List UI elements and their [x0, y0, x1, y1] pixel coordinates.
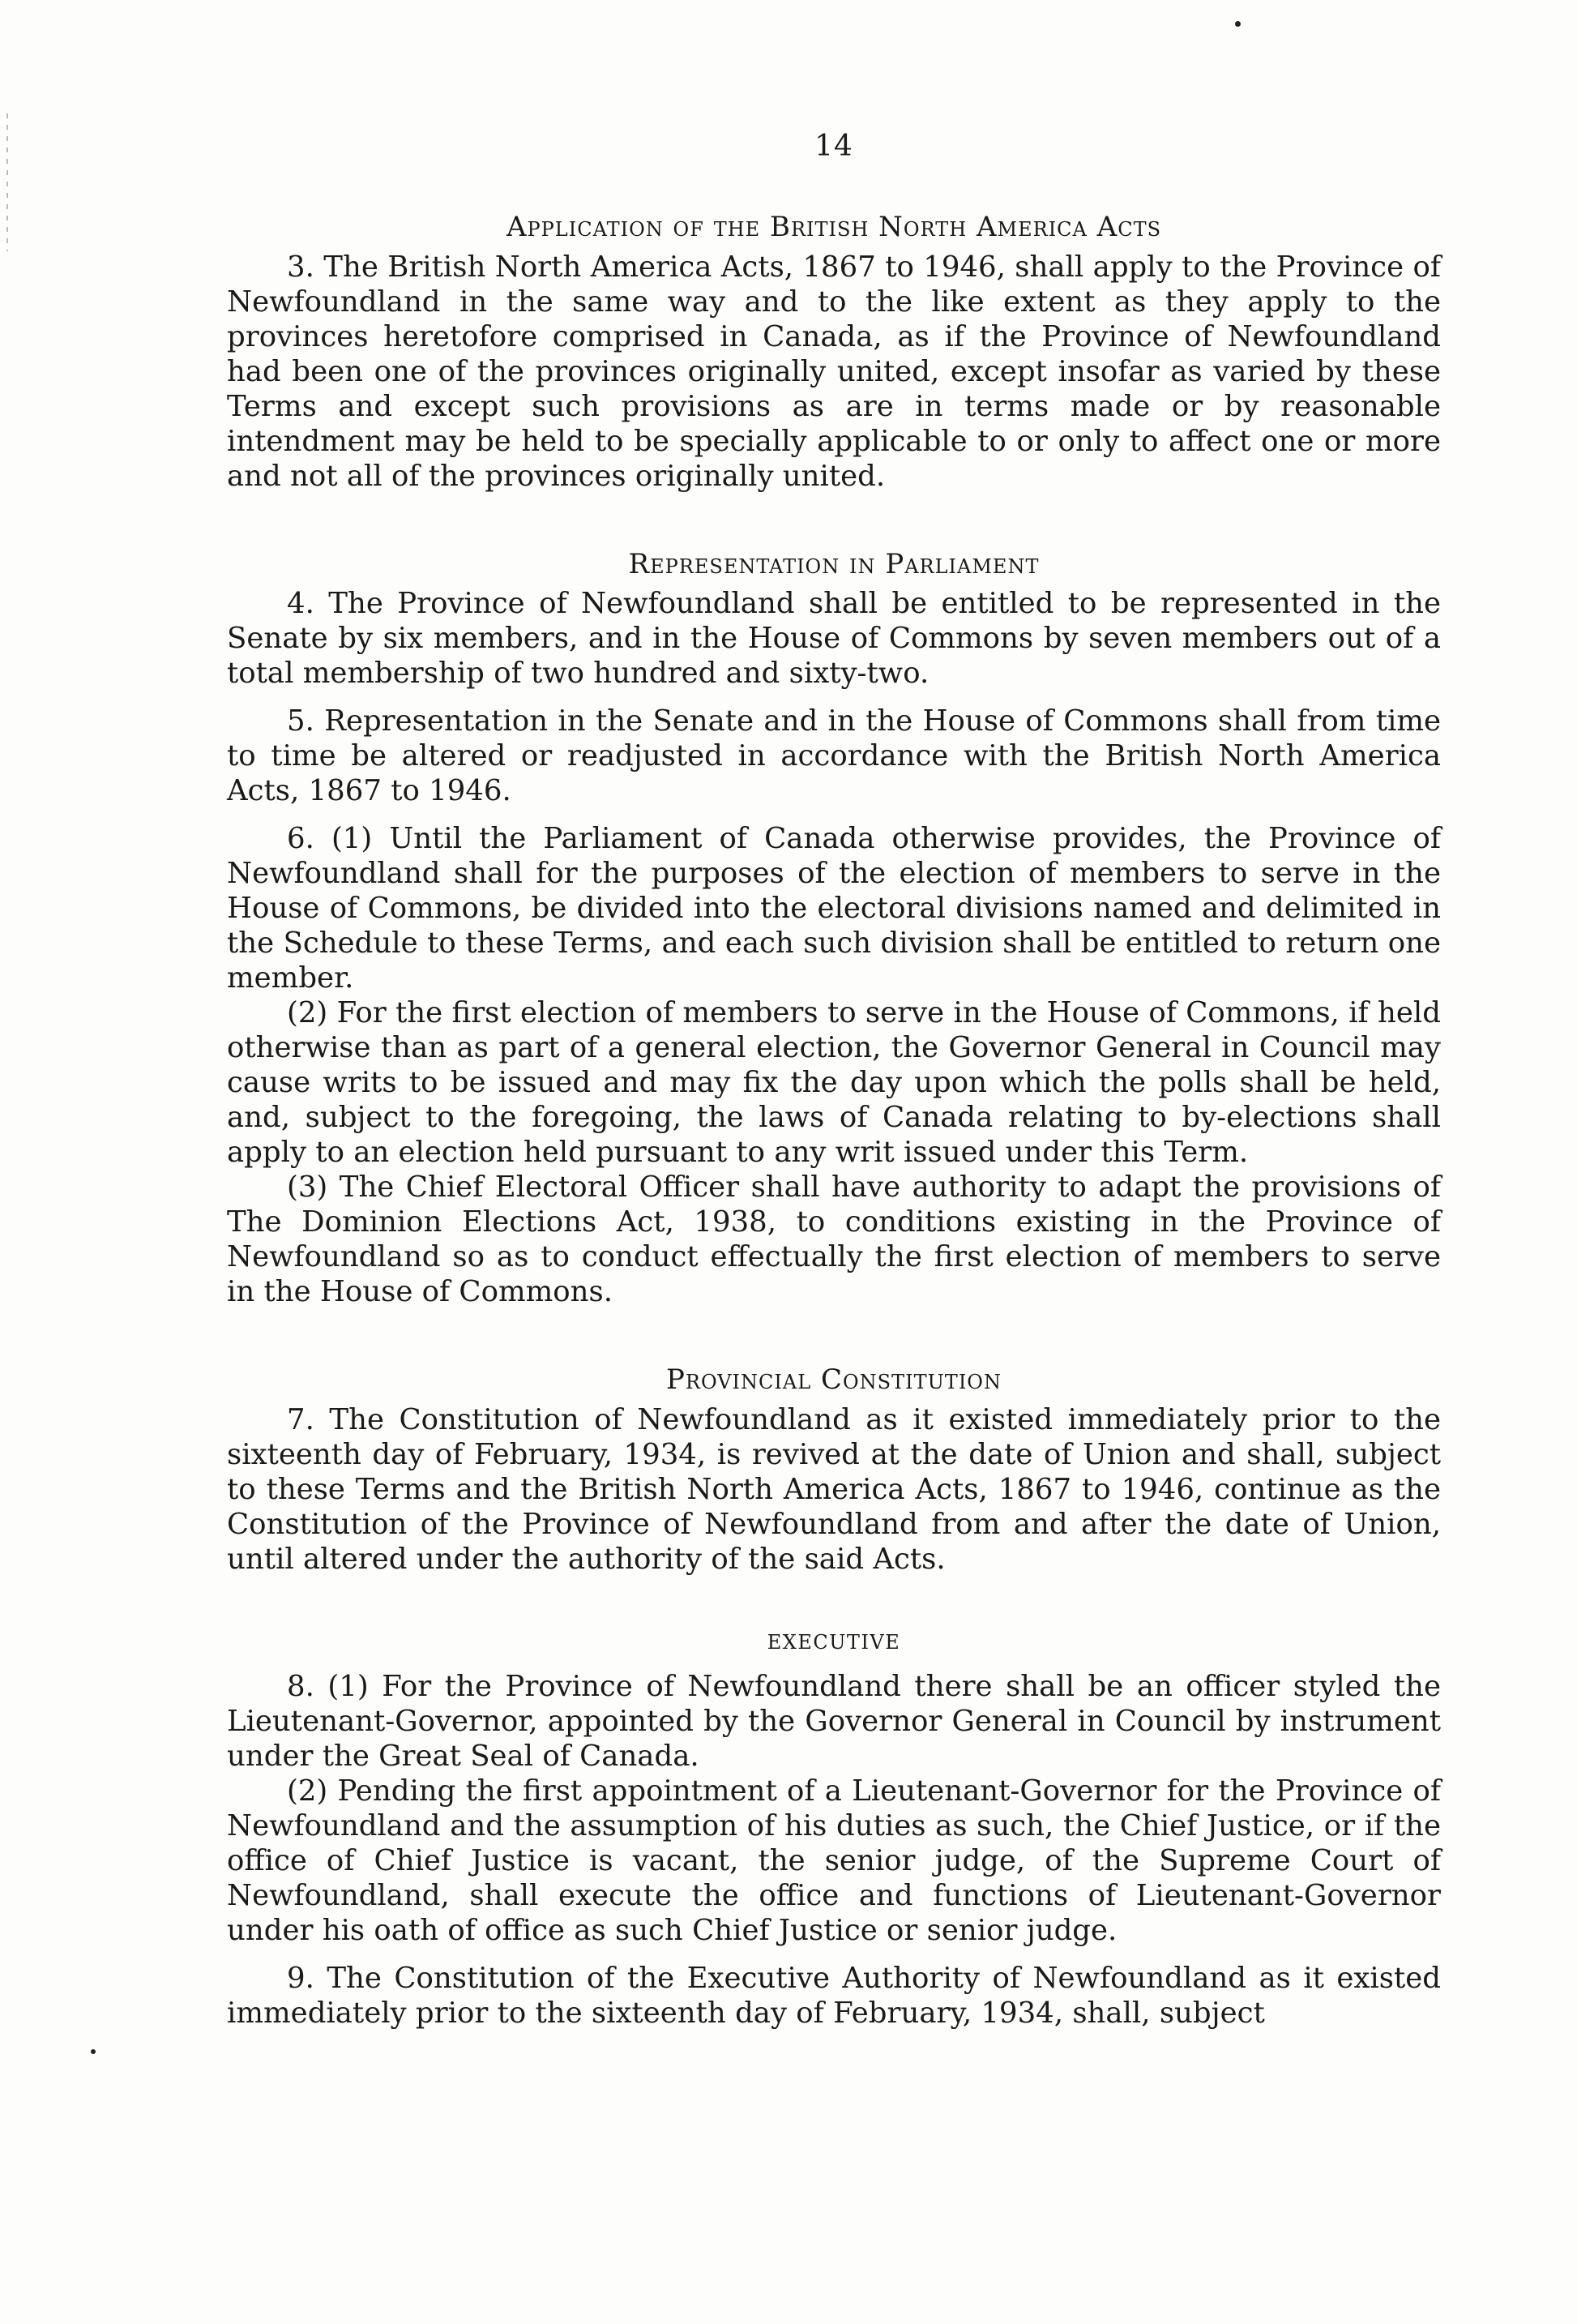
- paragraph-8-1: 8. (1) For the Province of Newfoundland there shall be an officer styled the Lieutenant-Governor, appointed by the Governor General in Council by instrument under the Great Seal of Canada.: [227, 1669, 1441, 1773]
- page-content: [227, 130, 1441, 2031]
- paragraph-6-2: (2) For the first election of members to serve in the House of Commons, if held otherwise than as part of a general election, the Governor General in Council may cause writs to be issued and may fix the day upon which the polls shall be held, and, subject to the foregoing, the laws of Canada relating to by-elections shall apply to an election held pursuant to any writ issued under this Term.: [227, 996, 1441, 1169]
- scan-edge-mark: [6, 113, 8, 251]
- scan-speck: [1235, 21, 1241, 27]
- paragraph-8-2: (2) Pending the first appointment of a Lieutenant-Governor for the Province of Newfoundland and the assumption of his duties as such, the Chief Justice, or if the office of Chief Justice is vacant, the senior judge, of the Supreme Court of Newfoundland, shall execute the office and functions of Lieutenant-Governor under his oath of office as such Chief Justice or senior judge.: [227, 1774, 1441, 1947]
- paragraph-3: 3. The British North America Acts, 1867 to 1946, shall apply to the Province of Newfoundland in the same way and to the like extent as they apply to the provinces heretofore comprised in Canada, as if the Province of Newfoundland had been one of the provinces originally united, except insofar as varied by these Terms and except such provisions as are in terms made or by reasonable intendment may be held to be specially applicable to or only to affect one or more and not all of the provinces originally united.: [227, 250, 1441, 493]
- section-heading-representation: Representation in Parliament: [628, 547, 1040, 580]
- section-heading-application: Application of the British North America Acts: [506, 211, 1162, 243]
- section-heading-executive: EXECUTIVE: [767, 1630, 901, 1654]
- paragraph-9: 9. The Constitution of the Executive Authority of Newfoundland as it existed immediately prior to the sixteenth day of February, 1934, shall, subject: [227, 1961, 1441, 2030]
- scan-speck: [91, 2049, 96, 2054]
- paragraph-6-3: (3) The Chief Electoral Officer shall have authority to adapt the provisions of The Dominion Elections Act, 1938, to conditions existing in the Province of Newfoundland so as to conduct effectually the first election of members to serve in the House of Commons.: [227, 1171, 1441, 1308]
- paragraph-6-1: 6. (1) Until the Parliament of Canada otherwise provides, the Province of Newfoundland shall for the purposes of the election of members to serve in the House of Commons, be divided into the electoral divisions named and delimited in the Schedule to these Terms, and each such division shall be entitled to return one member.: [227, 822, 1441, 995]
- paragraph-7: 7. The Constitution of Newfoundland as it existed immediately prior to the sixteenth day of February, 1934, is revived at the date of Union and shall, subject to these Terms and the British North America Acts, 1867 to 1946, continue as the Constitution of the Province of Newfoundland from and after the date of Union, until altered under the authority of the said Acts.: [227, 1402, 1441, 1576]
- paragraph-5: 5. Representation in the Senate and in the House of Commons shall from time to time be altered or readjusted in accordance with the British North America Acts, 1867 to 1946.: [227, 704, 1441, 807]
- page-number: 14: [814, 130, 853, 163]
- paragraph-4: 4. The Province of Newfoundland shall be entitled to be represented in the Senate by six members, and in the House of Commons by seven members out of a total membership of two hundred and sixty-two.: [227, 587, 1441, 690]
- section-heading-provincial-constitution: Provincial Constitution: [666, 1363, 1002, 1396]
